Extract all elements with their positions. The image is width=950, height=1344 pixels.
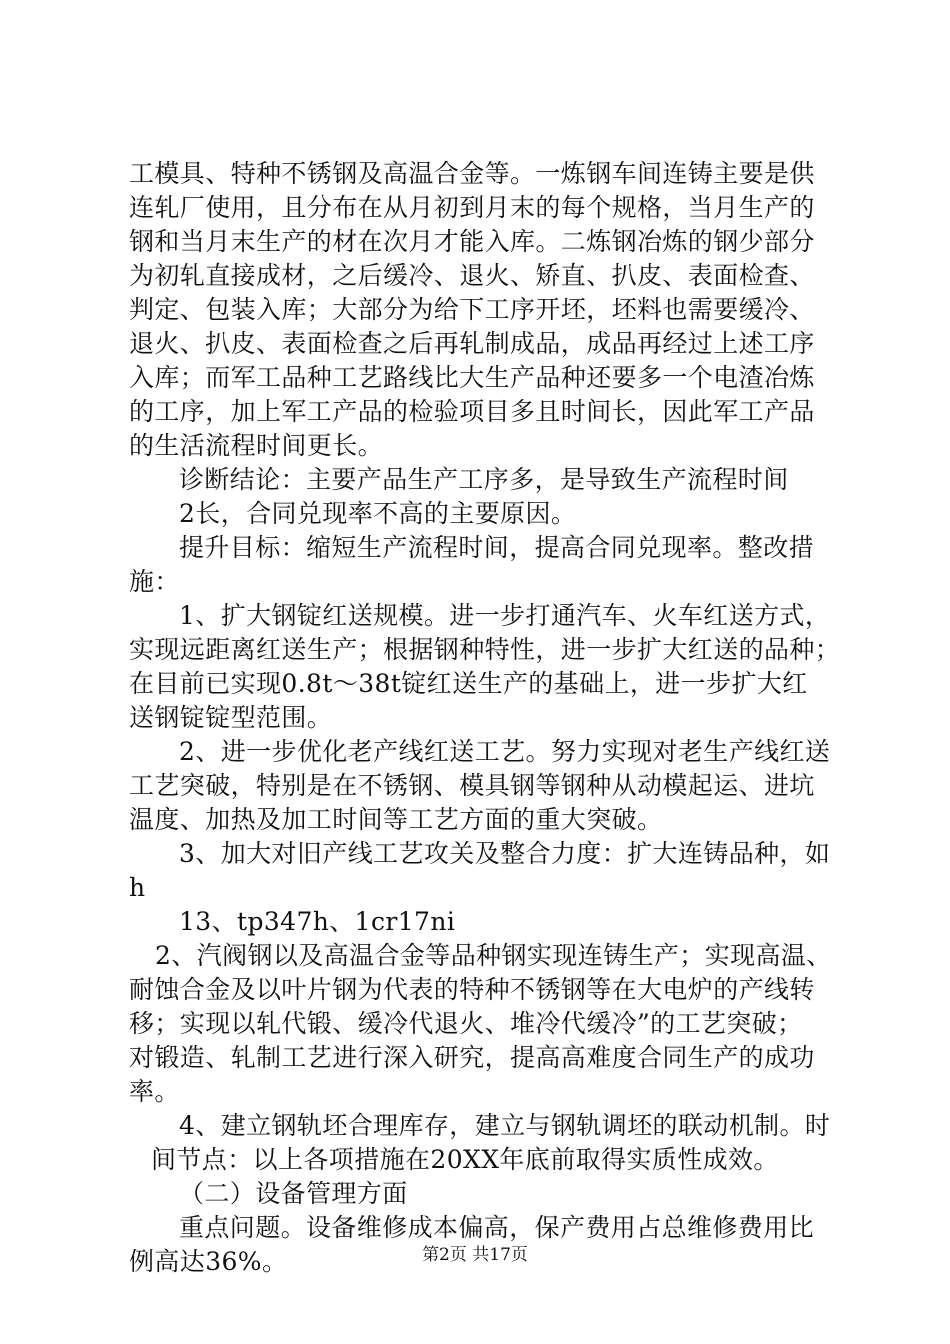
text-line: 对锻造、轧制工艺进行深入研究，提高高难度合同生产的成功	[129, 1043, 815, 1072]
text-line: 13、tp347h、1cr17ni	[179, 907, 456, 936]
text-line: 温度、加热及加工时间等工艺方面的重大突破。	[129, 805, 663, 834]
text-line: 实现远距离红送生产；根据钢种特性，进一步扩大红送的品种；	[129, 635, 841, 664]
text-line: 间节点：以上各项措施在20XX年底前取得实质性成效。	[151, 1145, 779, 1174]
text-line: 例高达36%。	[129, 1247, 288, 1276]
text-line: 施：	[129, 567, 180, 596]
text-line: 连轧厂使用，且分布在从月初到月末的每个规格，当月生产的	[129, 193, 815, 222]
text-line: 移；实现以轧代锻、缓冷代退火、堆冷代缓冷”的工艺突破；	[129, 1009, 803, 1038]
diagnosis-paragraph: 诊断结论：主要产品生产工序多，是导致生产流程时间	[179, 465, 789, 494]
text-line: 的工序，加上军工产品的检验项目多且时间长，因此军工产品	[129, 397, 815, 426]
text-line: 工艺突破，特别是在不锈钢、模具钢等钢种从动模起运、进坑	[129, 771, 815, 800]
measure-item-2: 2、进一步优化老产线红送工艺。努力实现对老生产线红送	[179, 737, 831, 766]
text-line: 钢和当月末生产的材在次月才能入库。二炼钢冶炼的钢少部分	[129, 227, 815, 256]
section-heading: （二）设备管理方面	[179, 1179, 408, 1208]
text-line: 入库；而军工品种工艺路线比大生产品种还要多一个电渣冶炼	[129, 363, 815, 392]
text-line: 耐蚀合金及以叶片钢为代表的特种不锈钢等在大电炉的产线转	[129, 975, 815, 1004]
measure-item-3: 3、加大对旧产线工艺攻关及整合力度：扩大连铸品种，如	[179, 839, 831, 868]
text-line: 在目前已实现0.8t～38t锭红送生产的基础上，进一步扩大红	[129, 669, 808, 698]
text-line: 2长，合同兑现率不高的主要原因。	[179, 499, 577, 528]
text-line: h	[129, 873, 146, 902]
key-issue-paragraph: 重点问题。设备维修成本偏高，保产费用占总维修费用比	[179, 1213, 815, 1242]
text-line: 为初轧直接成材，之后缓冷、退火、矫直、扒皮、表面检查、	[129, 261, 815, 290]
text-line: 率。	[129, 1077, 180, 1106]
text-line: 送钢锭锭型范围。	[129, 703, 333, 732]
text-line: 退火、扒皮、表面检查之后再轧制成品，成品再经过上述工序	[129, 329, 815, 358]
text-line: 工模具、特种不锈钢及高温合金等。一炼钢车间连铸主要是供	[129, 159, 815, 188]
text-line: 判定、包装入库；大部分为给下工序开坯，坯料也需要缓冷、	[129, 295, 815, 324]
text-line: 的生活流程时间更长。	[129, 431, 384, 460]
text-line: 2、汽阀钢以及高温合金等品种钢实现连铸生产；实现高温、	[155, 941, 832, 970]
page-number-footer: 第2页 共17页	[422, 1245, 528, 1265]
measure-item-1: 1、扩大钢锭红送规模。进一步打通汽车、火车红送方式，	[179, 601, 831, 630]
target-paragraph: 提升目标：缩短生产流程时间，提高合同兑现率。整改措	[179, 533, 815, 562]
document-body	[129, 157, 841, 1279]
measure-item-4: 4、建立钢轨坯合理库存，建立与钢轨调坯的联动机制。时	[179, 1111, 831, 1140]
